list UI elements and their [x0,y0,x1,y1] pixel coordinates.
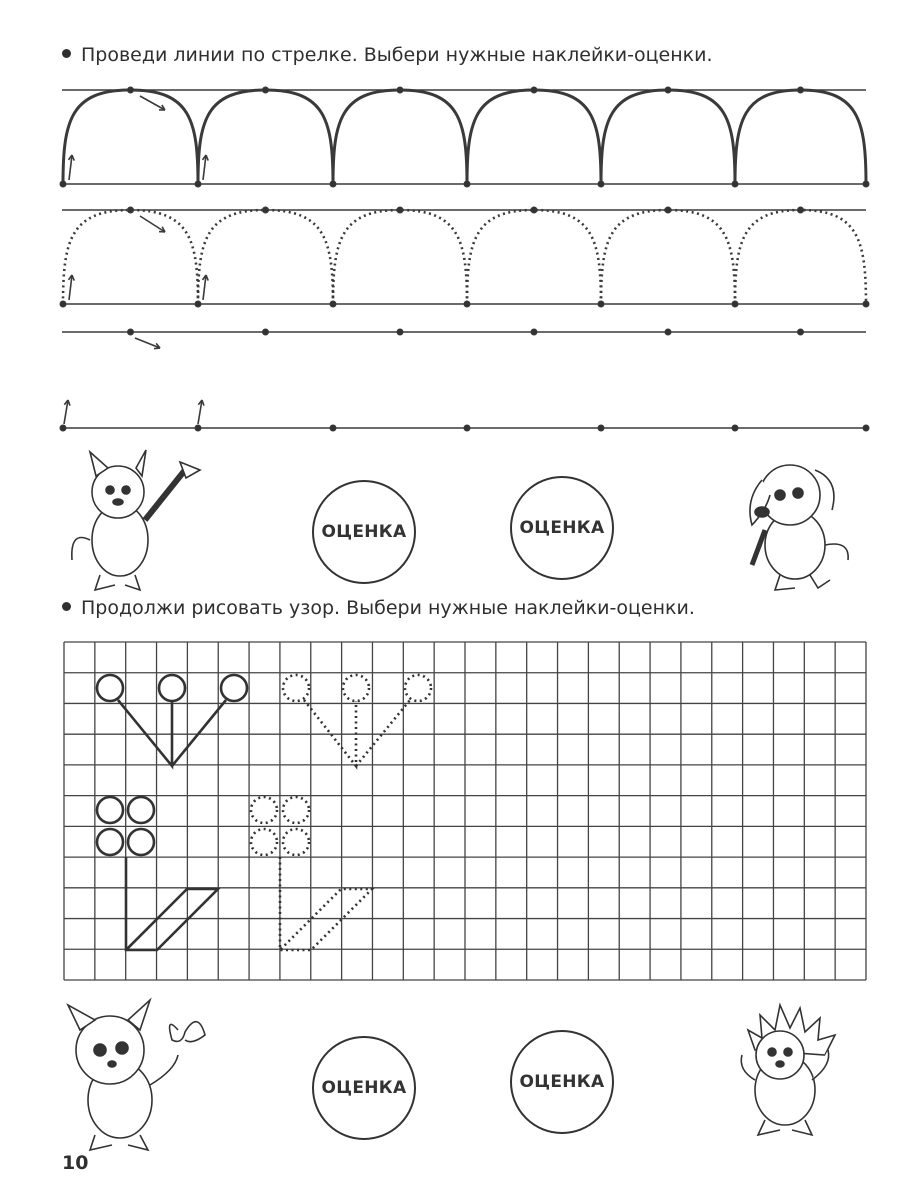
task1-instruction: Проведи линии по стрелке. Выбери нужные наклейки-оценки. [62,44,713,66]
grade-sticker-slot[interactable]: ОЦЕНКА [312,480,416,584]
page-number: 10 [62,1152,89,1174]
grade-sticker-slot[interactable]: ОЦЕНКА [510,476,614,580]
grade-sticker-slot[interactable]: ОЦЕНКА [510,1030,614,1134]
pattern-clover-sample [97,797,218,950]
pattern-clover-dotted [251,797,372,950]
grade-sticker-slot[interactable]: ОЦЕНКА [312,1036,416,1140]
pattern-flower-dotted [283,675,431,766]
pattern-flower-sample [97,675,247,766]
task2-instruction: Продолжи рисовать узор. Выбери нужные наклейки-оценки. [62,597,695,619]
